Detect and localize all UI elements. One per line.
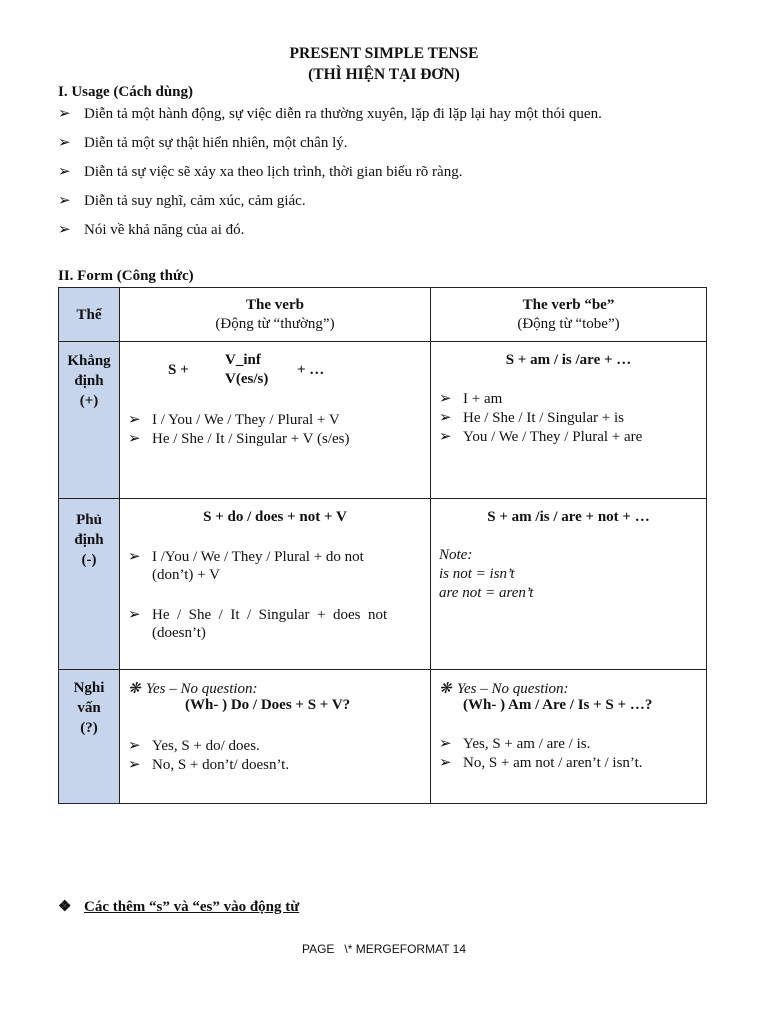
- list-item: ➢ He / She / It / Singular + does not: [128, 607, 388, 623]
- page-footer: PAGE \* MERGEFORMAT 14: [301, 942, 467, 956]
- list-item: ➢ No, S + don’t/ doesn’t.: [128, 757, 290, 773]
- negative-label: Phủ định (-): [59, 499, 120, 670]
- arrow-bullet-icon: ➢: [439, 391, 452, 407]
- arrow-bullet-icon: ➢: [128, 757, 141, 773]
- list-item: ➢ Yes, S + am / are / is.: [439, 736, 591, 752]
- arrow-bullet-icon: ➢: [439, 755, 452, 771]
- negative-verb-cell: S + do / does + not + V ➢ I /You / We / They / Plural + do not (don’t) + V ➢ He / She / It / Singular + does not (doesn’t): [120, 499, 431, 670]
- diamond-bullet-icon: ❖: [58, 899, 72, 915]
- star-bullet-icon: ❋: [439, 681, 452, 697]
- usage-heading: I. Usage (Cách dùng): [58, 84, 194, 100]
- list-item: ➢ I / You / We / They / Plural + V: [128, 412, 340, 428]
- list-item: ➢ You / We / They / Plural + are: [439, 429, 643, 445]
- list-item: ➢ He / She / It / Singular + V (s/es): [128, 431, 350, 447]
- usage-item: ➢ Diễn tả suy nghĩ, cảm xúc, cảm giác.: [58, 193, 306, 209]
- usage-item: ➢ Diễn tả một hành động, sự việc diễn ra thường xuyên, lặp đi lặp lại hay một thói quen.: [58, 106, 602, 122]
- question-row: [59, 670, 707, 804]
- yes-no-question-label: ❋ Yes – No question:: [439, 681, 569, 697]
- usage-item: ➢ Diễn tả một sự thật hiển nhiên, một chân lý.: [58, 135, 348, 151]
- arrow-bullet-icon: ➢: [439, 410, 452, 426]
- usage-item: ➢ Diễn tả sự việc sẽ xảy xa theo lịch trình, thời gian biểu rõ ràng.: [58, 164, 463, 180]
- arrow-bullet-icon: ➢: [58, 106, 71, 122]
- arrow-bullet-icon: ➢: [58, 222, 71, 238]
- yes-no-question-label: ❋ Yes – No question:: [128, 681, 258, 697]
- arrow-bullet-icon: ➢: [439, 736, 452, 752]
- arrow-bullet-icon: ➢: [58, 135, 71, 151]
- note-line: is not = isn’t: [439, 566, 515, 582]
- table-header-row: [59, 288, 707, 342]
- affirmative-row: [59, 342, 707, 499]
- negative-row: [59, 499, 707, 670]
- page-subtitle: (THÌ HIỆN TẠI ĐƠN): [308, 66, 460, 83]
- arrow-bullet-icon: ➢: [128, 607, 141, 623]
- affirmative-verb-cell: S + V_inf V(es/s) + … ➢ I / You / We / They / Plural + V ➢ He / She / It / Singular + V (s/es): [120, 342, 431, 499]
- arrow-bullet-icon: ➢: [128, 738, 141, 754]
- note-line: are not = aren’t: [439, 585, 534, 601]
- arrow-bullet-icon: ➢: [128, 431, 141, 447]
- page-title: PRESENT SIMPLE TENSE: [289, 45, 479, 62]
- header-be-cell: The verb “be” (Động từ “tobe”): [431, 288, 707, 342]
- list-item: ➢ No, S + am not / aren’t / isn’t.: [439, 755, 643, 771]
- header-type-cell: Thể: [59, 288, 120, 342]
- arrow-bullet-icon: ➢: [128, 412, 141, 428]
- list-item: ➢ He / She / It / Singular + is: [439, 410, 624, 426]
- form-heading: II. Form (Công thức): [58, 268, 194, 284]
- negative-be-cell: S + am /is / are + not + … Note: is not = isn’t are not = aren’t: [431, 499, 707, 670]
- affirmative-be-cell: S + am / is /are + … ➢ I + am ➢ He / She / It / Singular + is ➢ You / We / They / Plural + are: [431, 342, 707, 499]
- note-label: Note:: [439, 547, 473, 563]
- arrow-bullet-icon: ➢: [439, 429, 452, 445]
- list-item: ➢ Yes, S + do/ does.: [128, 738, 260, 754]
- question-be-cell: ❋ Yes – No question: (Wh- ) Am / Are / Is + S + …? ➢ Yes, S + am / are / is. ➢ No, S + am not / aren’t / isn’t.: [431, 670, 707, 804]
- form-table: [58, 287, 707, 804]
- question-verb-cell: ❋ Yes – No question: (Wh- ) Do / Does + S + V? ➢ Yes, S + do/ does. ➢ No, S + don’t/ doesn’t.: [120, 670, 431, 804]
- header-verb-cell: The verb (Động từ “thường”): [120, 288, 431, 342]
- star-bullet-icon: ❋: [128, 681, 141, 697]
- usage-item: ➢ Nói về khả năng của ai đó.: [58, 222, 245, 238]
- affirmative-label: Khẳng định (+): [59, 342, 120, 499]
- arrow-bullet-icon: ➢: [128, 549, 141, 565]
- arrow-bullet-icon: ➢: [58, 164, 71, 180]
- question-label: Nghi vấn (?): [59, 670, 120, 804]
- list-item: ➢ I + am: [439, 391, 503, 407]
- list-item: ➢ I /You / We / They / Plural + do not: [128, 549, 364, 565]
- arrow-bullet-icon: ➢: [58, 193, 71, 209]
- s-es-section-heading: ❖ Các thêm “s” và “es” vào động từ: [58, 899, 300, 915]
